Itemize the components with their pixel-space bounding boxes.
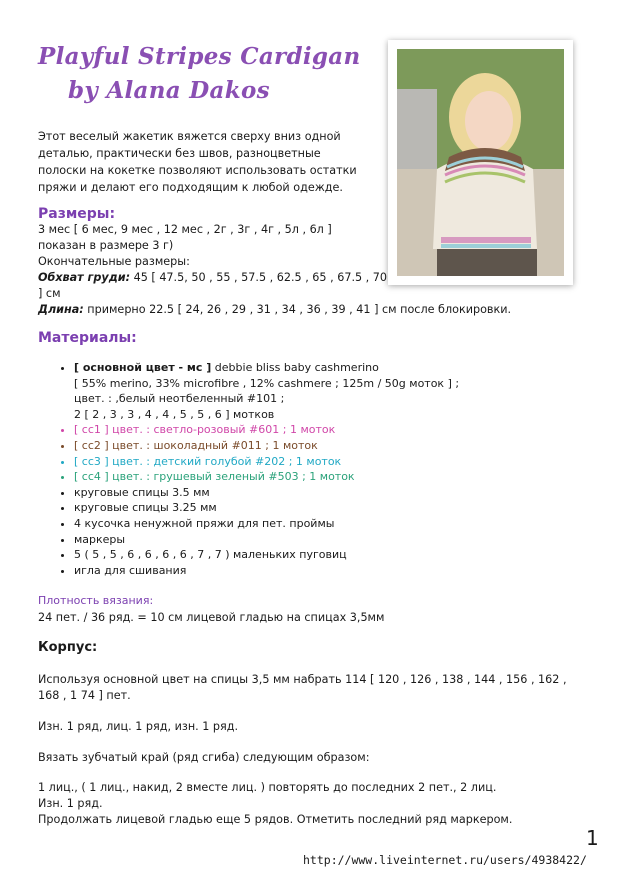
- list-item: • 4 кусочка ненужной пряжи для пет. проймы: [74, 516, 544, 532]
- intro-paragraph: Этот веселый жакетик вяжется сверху вниз одной деталью, практически без швов, разноцветные полоски на кокетке позволяют использовать остатки пряжи и делают его подходящим к любой одежде.: [38, 130, 357, 194]
- main-yarn-name: debbie bliss baby cashmerino: [211, 361, 379, 374]
- body-p4-line3: Продолжать лицевой гладью еще 5 рядов. Отметить последний ряд маркером.: [38, 813, 513, 826]
- main-color-label: [ основной цвет - мс ]: [74, 361, 212, 374]
- list-item: • [ cc2 ] цвет. : шоколадный #011 ; 1 моток: [74, 438, 544, 454]
- page-number: 1: [586, 826, 599, 850]
- length-label: Длина:: [38, 303, 84, 316]
- body-p3: Вязать зубчатый край (ряд сгиба) следующим образом:: [38, 751, 370, 764]
- body-p2: Изн. 1 ряд, лиц. 1 ряд, изн. 1 ряд.: [38, 720, 239, 733]
- gauge-text: 24 пет. / 36 ряд. = 10 см лицевой гладью на спицах 3,5мм: [38, 611, 385, 624]
- pattern-title: [38, 40, 360, 108]
- body-p1-line1: Используя основной цвет на спицы 3,5 мм набрать 114 [ 120 , 126 , 138 , 144 , 156 , 162 ,: [38, 673, 567, 686]
- sizes-heading: Размеры:: [38, 206, 116, 222]
- body-heading: Корпус:: [38, 640, 98, 655]
- title-line-2: by Alana Dakos: [68, 77, 270, 104]
- photo-image: [397, 49, 564, 276]
- main-yarn-composition: [ 55% merino, 33% microfibre , 12% cashmere ; 125m / 50g моток ] ;: [74, 376, 460, 390]
- list-item: • игла для сшивания: [74, 563, 544, 579]
- cardigan-photo: [388, 40, 573, 285]
- materials-heading: Материалы:: [38, 330, 137, 346]
- list-item: • [ cc3 ] цвет. : детский голубой #202 ; 1 моток: [74, 454, 544, 470]
- materials-list: [58, 360, 544, 578]
- sizes-line-1: 3 мес [ 6 мес, 9 мес , 12 мес , 2г , 3г , 4г , 5л , 6л ]: [38, 223, 332, 236]
- chest-unit: ] см: [38, 287, 61, 300]
- list-item: • маркеры: [74, 532, 544, 548]
- child-illustration-icon: [397, 49, 564, 276]
- body-p1-line2: 168 , 1 74 ] пет.: [38, 689, 131, 702]
- gauge-heading: Плотность вязания:: [38, 594, 154, 607]
- list-item: • круговые спицы 3.25 мм: [74, 500, 544, 516]
- chest-value: 45 [ 47.5, 50 , 55 , 57.5 , 62.5 , 65 , 67.5 , 70: [130, 271, 388, 284]
- chest-measurement: [38, 270, 387, 286]
- body-p4-line2: Изн. 1 ряд.: [38, 797, 103, 810]
- sizes-line-2: показан в размере 3 г): [38, 239, 174, 252]
- chest-label: Обхват груди:: [38, 271, 131, 284]
- main-yarn-color: цвет. : ,белый неотбеленный #101 ;: [74, 392, 285, 406]
- list-item: • [ cc1 ] цвет. : светло-розовый #601 ; 1 моток: [74, 422, 544, 438]
- length-value: примерно 22.5 [ 24, 26 , 29 , 31 , 34 , 36 , 39 , 41 ] см после блокировки.: [83, 303, 512, 316]
- main-yarn-quantity: 2 [ 2 , 3 , 3 , 4 , 4 , 5 , 5 , 6 ] мотков: [74, 407, 275, 421]
- list-item: • 5 ( 5 , 5 , 6 , 6 , 6 , 6 , 7 , 7 ) маленьких пуговиц: [74, 547, 544, 563]
- title-line-1: Playful Stripes Cardigan: [38, 43, 361, 70]
- list-item: • круговые спицы 3.5 мм: [74, 485, 544, 501]
- body-p4-line1: 1 лиц., ( 1 лиц., накид, 2 вместе лиц. ) повторять до последних 2 пет., 2 лиц.: [38, 781, 497, 794]
- list-item: • [ cc4 ] цвет. : грушевый зеленый #503 ; 1 моток: [74, 469, 544, 485]
- footer-url[interactable]: http://www.liveinternet.ru/users/4938422/: [303, 853, 587, 867]
- list-item: [74, 360, 544, 422]
- sizes-line-3: Окончательные размеры:: [38, 255, 190, 268]
- length-measurement: [38, 302, 511, 318]
